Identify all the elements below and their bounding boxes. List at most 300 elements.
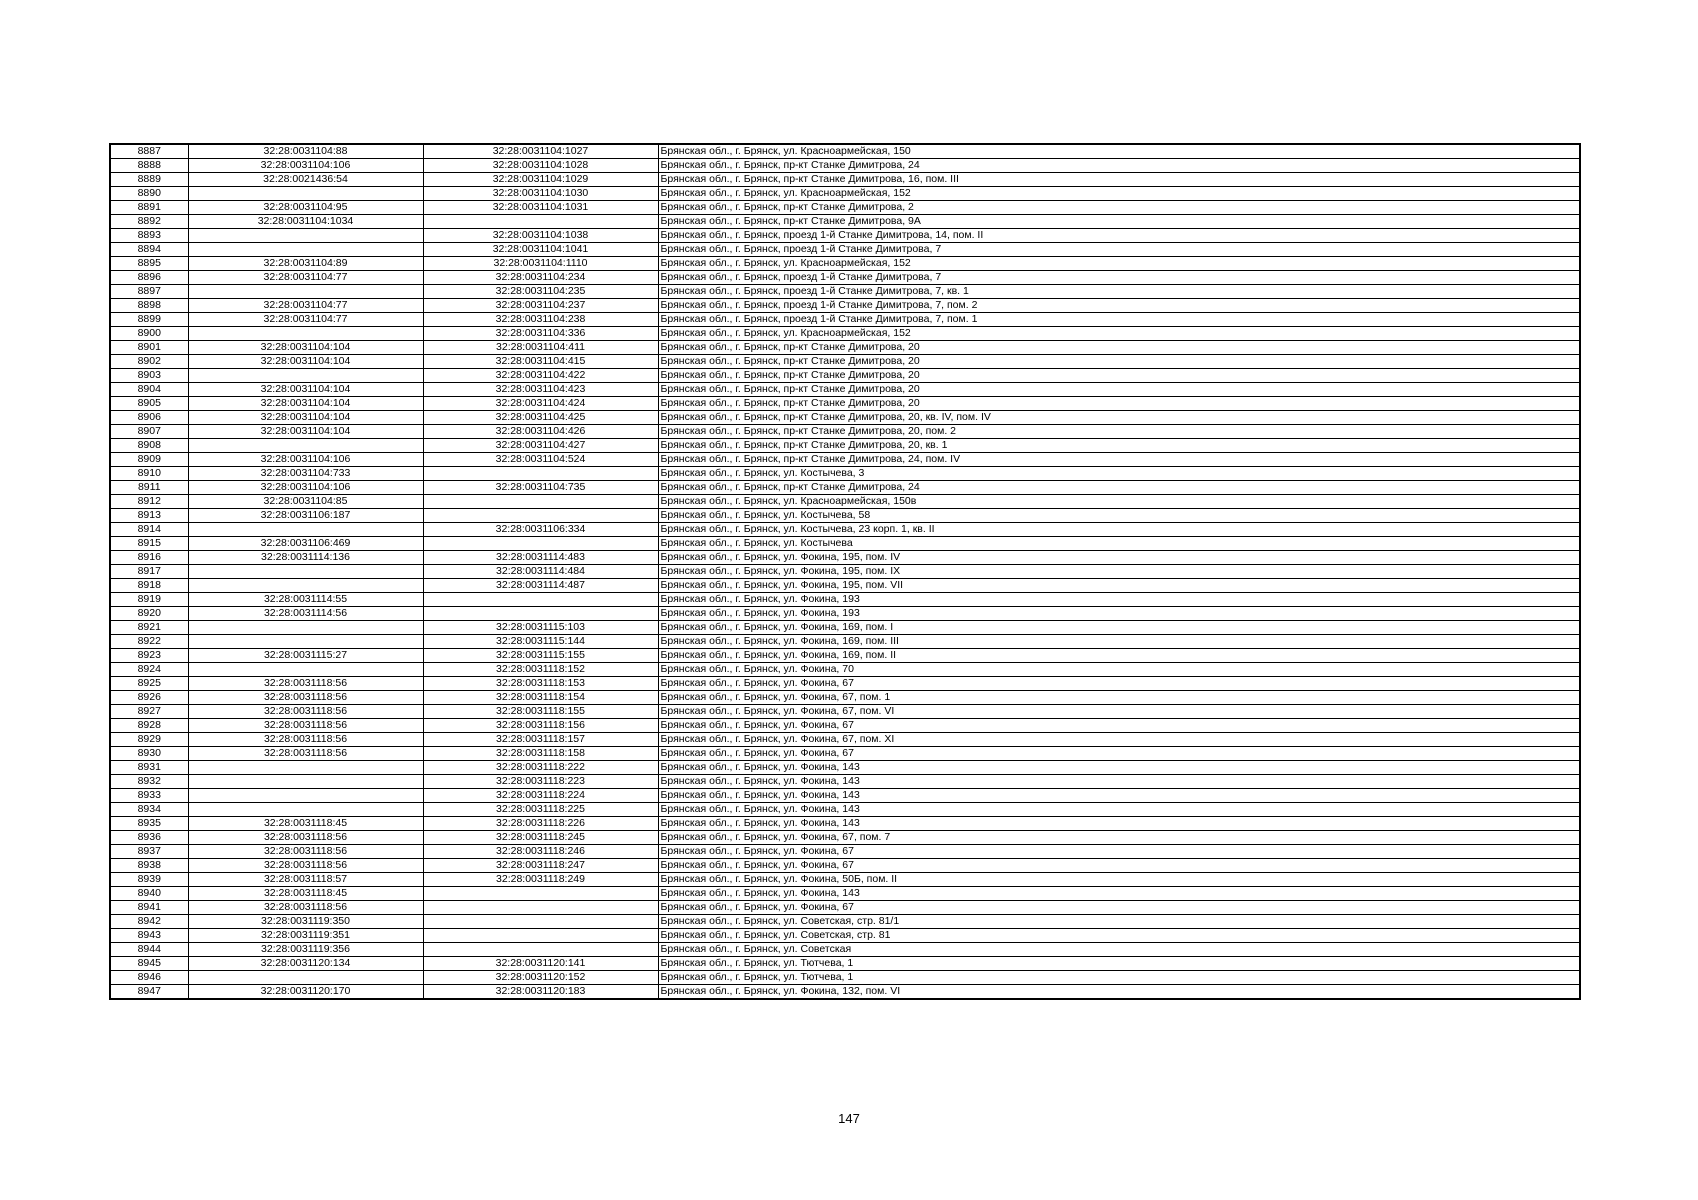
land-cadastral-number-cell <box>188 579 423 593</box>
table-row <box>110 159 1580 173</box>
address-cell: Брянская обл., г. Брянск, ул. Тютчева, 1 <box>658 971 1580 985</box>
row-number-cell: 8902 <box>110 355 188 369</box>
row-number-cell: 8937 <box>110 845 188 859</box>
object-cadastral-number-cell: 32:28:0031115:144 <box>423 635 658 649</box>
row-number-cell: 8916 <box>110 551 188 565</box>
address-cell: Брянская обл., г. Брянск, ул. Фокина, 67 <box>658 677 1580 691</box>
table-row <box>110 747 1580 761</box>
object-cadastral-number-cell: 32:28:0031120:183 <box>423 985 658 1000</box>
address-cell: Брянская обл., г. Брянск, пр-кт Станке Димитрова, 9А <box>658 215 1580 229</box>
table-row <box>110 327 1580 341</box>
land-cadastral-number-cell: 32:28:0031114:56 <box>188 607 423 621</box>
object-cadastral-number-cell: 32:28:0031120:152 <box>423 971 658 985</box>
land-cadastral-number-cell <box>188 285 423 299</box>
land-cadastral-number-cell <box>188 229 423 243</box>
row-number-cell: 8912 <box>110 495 188 509</box>
row-number-cell: 8941 <box>110 901 188 915</box>
row-number-cell: 8907 <box>110 425 188 439</box>
table-row <box>110 481 1580 495</box>
object-cadastral-number-cell: 32:28:0031118:246 <box>423 845 658 859</box>
table-row <box>110 229 1580 243</box>
table-row <box>110 355 1580 369</box>
address-cell: Брянская обл., г. Брянск, ул. Фокина, 195, пом. IX <box>658 565 1580 579</box>
address-cell: Брянская обл., г. Брянск, пр-кт Станке Димитрова, 24 <box>658 159 1580 173</box>
object-cadastral-number-cell: 32:28:0031118:224 <box>423 789 658 803</box>
object-cadastral-number-cell: 32:28:0031115:103 <box>423 621 658 635</box>
address-cell: Брянская обл., г. Брянск, ул. Красноармейская, 152 <box>658 187 1580 201</box>
row-number-cell: 8920 <box>110 607 188 621</box>
object-cadastral-number-cell: 32:28:0031114:483 <box>423 551 658 565</box>
table-row <box>110 173 1580 187</box>
address-cell: Брянская обл., г. Брянск, ул. Красноармейская, 152 <box>658 327 1580 341</box>
object-cadastral-number-cell: 32:28:0031104:426 <box>423 425 658 439</box>
land-cadastral-number-cell: 32:28:0031118:56 <box>188 733 423 747</box>
row-number-cell: 8890 <box>110 187 188 201</box>
row-number-cell: 8939 <box>110 873 188 887</box>
address-cell: Брянская обл., г. Брянск, ул. Красноармейская, 150 <box>658 144 1580 159</box>
address-cell: Брянская обл., г. Брянск, ул. Фокина, 67 <box>658 747 1580 761</box>
object-cadastral-number-cell: 32:28:0031104:1031 <box>423 201 658 215</box>
table-row <box>110 523 1580 537</box>
object-cadastral-number-cell: 32:28:0031118:247 <box>423 859 658 873</box>
row-number-cell: 8931 <box>110 761 188 775</box>
row-number-cell: 8896 <box>110 271 188 285</box>
land-cadastral-number-cell: 32:28:0031118:45 <box>188 817 423 831</box>
land-cadastral-number-cell: 32:28:0031118:56 <box>188 747 423 761</box>
table-row <box>110 901 1580 915</box>
object-cadastral-number-cell: 32:28:0031104:411 <box>423 341 658 355</box>
row-number-cell: 8894 <box>110 243 188 257</box>
row-number-cell: 8906 <box>110 411 188 425</box>
row-number-cell: 8927 <box>110 705 188 719</box>
land-cadastral-number-cell <box>188 789 423 803</box>
row-number-cell: 8891 <box>110 201 188 215</box>
table-row <box>110 215 1580 229</box>
land-cadastral-number-cell: 32:28:0031118:56 <box>188 845 423 859</box>
object-cadastral-number-cell: 32:28:0031104:427 <box>423 439 658 453</box>
table-row <box>110 341 1580 355</box>
address-cell: Брянская обл., г. Брянск, ул. Фокина, 67, пом. 1 <box>658 691 1580 705</box>
row-number-cell: 8895 <box>110 257 188 271</box>
object-cadastral-number-cell <box>423 929 658 943</box>
address-cell: Брянская обл., г. Брянск, ул. Фокина, 169, пом. I <box>658 621 1580 635</box>
table-row <box>110 761 1580 775</box>
row-number-cell: 8923 <box>110 649 188 663</box>
land-cadastral-number-cell <box>188 565 423 579</box>
row-number-cell: 8947 <box>110 985 188 1000</box>
row-number-cell: 8910 <box>110 467 188 481</box>
land-cadastral-number-cell: 32:28:0031104:104 <box>188 411 423 425</box>
object-cadastral-number-cell: 32:28:0031118:154 <box>423 691 658 705</box>
table-row <box>110 467 1580 481</box>
object-cadastral-number-cell <box>423 495 658 509</box>
address-cell: Брянская обл., г. Брянск, ул. Тютчева, 1 <box>658 957 1580 971</box>
object-cadastral-number-cell: 32:28:0031118:222 <box>423 761 658 775</box>
object-cadastral-number-cell: 32:28:0031104:1029 <box>423 173 658 187</box>
address-cell: Брянская обл., г. Брянск, пр-кт Станке Димитрова, 20 <box>658 369 1580 383</box>
land-cadastral-number-cell: 32:28:0031104:1034 <box>188 215 423 229</box>
address-cell: Брянская обл., г. Брянск, ул. Фокина, 143 <box>658 789 1580 803</box>
table-row <box>110 915 1580 929</box>
row-number-cell: 8928 <box>110 719 188 733</box>
table-row <box>110 705 1580 719</box>
table-row <box>110 635 1580 649</box>
object-cadastral-number-cell: 32:28:0031118:158 <box>423 747 658 761</box>
row-number-cell: 8893 <box>110 229 188 243</box>
row-number-cell: 8899 <box>110 313 188 327</box>
address-cell: Брянская обл., г. Брянск, проезд 1-й Станке Димитрова, 7, пом. 2 <box>658 299 1580 313</box>
land-cadastral-number-cell: 32:28:0031115:27 <box>188 649 423 663</box>
address-cell: Брянская обл., г. Брянск, ул. Фокина, 67, пом. VI <box>658 705 1580 719</box>
table-row <box>110 943 1580 957</box>
table-row <box>110 677 1580 691</box>
object-cadastral-number-cell: 32:28:0031118:153 <box>423 677 658 691</box>
address-cell: Брянская обл., г. Брянск, пр-кт Станке Димитрова, 24, пом. IV <box>658 453 1580 467</box>
table-row <box>110 537 1580 551</box>
object-cadastral-number-cell <box>423 537 658 551</box>
land-cadastral-number-cell: 32:28:0031118:45 <box>188 887 423 901</box>
land-cadastral-number-cell: 32:28:0031119:350 <box>188 915 423 929</box>
object-cadastral-number-cell: 32:28:0031104:1028 <box>423 159 658 173</box>
row-number-cell: 8943 <box>110 929 188 943</box>
table-row <box>110 425 1580 439</box>
object-cadastral-number-cell: 32:28:0031104:234 <box>423 271 658 285</box>
table-row <box>110 285 1580 299</box>
address-cell: Брянская обл., г. Брянск, ул. Костычева <box>658 537 1580 551</box>
row-number-cell: 8924 <box>110 663 188 677</box>
table-row <box>110 775 1580 789</box>
object-cadastral-number-cell <box>423 943 658 957</box>
address-cell: Брянская обл., г. Брянск, ул. Советская, стр. 81 <box>658 929 1580 943</box>
address-cell: Брянская обл., г. Брянск, пр-кт Станке Димитрова, 20, пом. 2 <box>658 425 1580 439</box>
land-cadastral-number-cell <box>188 439 423 453</box>
object-cadastral-number-cell <box>423 593 658 607</box>
land-cadastral-number-cell: 32:28:0031104:88 <box>188 144 423 159</box>
address-cell: Брянская обл., г. Брянск, пр-кт Станке Димитрова, 20, кв. 1 <box>658 439 1580 453</box>
land-cadastral-number-cell: 32:28:0031118:56 <box>188 859 423 873</box>
object-cadastral-number-cell <box>423 607 658 621</box>
table-row <box>110 411 1580 425</box>
land-cadastral-number-cell: 32:28:0031120:134 <box>188 957 423 971</box>
row-number-cell: 8897 <box>110 285 188 299</box>
land-cadastral-number-cell <box>188 663 423 677</box>
row-number-cell: 8908 <box>110 439 188 453</box>
address-cell: Брянская обл., г. Брянск, проезд 1-й Станке Димитрова, 14, пом. II <box>658 229 1580 243</box>
object-cadastral-number-cell: 32:28:0031118:225 <box>423 803 658 817</box>
land-cadastral-number-cell: 32:28:0031118:56 <box>188 677 423 691</box>
object-cadastral-number-cell: 32:28:0031118:155 <box>423 705 658 719</box>
object-cadastral-number-cell: 32:28:0031104:425 <box>423 411 658 425</box>
land-cadastral-number-cell <box>188 761 423 775</box>
land-cadastral-number-cell: 32:28:0031104:104 <box>188 355 423 369</box>
address-cell: Брянская обл., г. Брянск, ул. Фокина, 70 <box>658 663 1580 677</box>
table-row <box>110 859 1580 873</box>
land-cadastral-number-cell <box>188 775 423 789</box>
address-cell: Брянская обл., г. Брянск, ул. Фокина, 143 <box>658 817 1580 831</box>
row-number-cell: 8913 <box>110 509 188 523</box>
land-cadastral-number-cell: 32:28:0031104:77 <box>188 313 423 327</box>
registry-table-body <box>110 144 1580 999</box>
land-cadastral-number-cell: 32:28:0031104:106 <box>188 159 423 173</box>
table-row <box>110 803 1580 817</box>
row-number-cell: 8934 <box>110 803 188 817</box>
table-row <box>110 971 1580 985</box>
row-number-cell: 8919 <box>110 593 188 607</box>
object-cadastral-number-cell: 32:28:0031104:422 <box>423 369 658 383</box>
land-cadastral-number-cell: 32:28:0021436:54 <box>188 173 423 187</box>
row-number-cell: 8887 <box>110 144 188 159</box>
object-cadastral-number-cell <box>423 887 658 901</box>
address-cell: Брянская обл., г. Брянск, ул. Костычева, 3 <box>658 467 1580 481</box>
land-cadastral-number-cell <box>188 621 423 635</box>
address-cell: Брянская обл., г. Брянск, ул. Фокина, 143 <box>658 761 1580 775</box>
address-cell: Брянская обл., г. Брянск, ул. Фокина, 195, пом. IV <box>658 551 1580 565</box>
address-cell: Брянская обл., г. Брянск, пр-кт Станке Димитрова, 20 <box>658 383 1580 397</box>
object-cadastral-number-cell: 32:28:0031104:1041 <box>423 243 658 257</box>
row-number-cell: 8940 <box>110 887 188 901</box>
object-cadastral-number-cell: 32:28:0031104:235 <box>423 285 658 299</box>
row-number-cell: 8888 <box>110 159 188 173</box>
land-cadastral-number-cell: 32:28:0031104:733 <box>188 467 423 481</box>
row-number-cell: 8915 <box>110 537 188 551</box>
address-cell: Брянская обл., г. Брянск, ул. Костычева, 58 <box>658 509 1580 523</box>
address-cell: Брянская обл., г. Брянск, ул. Фокина, 67, пом. 7 <box>658 831 1580 845</box>
registry-table <box>109 143 1581 1000</box>
address-cell: Брянская обл., г. Брянск, ул. Фокина, 67 <box>658 845 1580 859</box>
address-cell: Брянская обл., г. Брянск, пр-кт Станке Димитрова, 20 <box>658 397 1580 411</box>
table-row <box>110 733 1580 747</box>
table-row <box>110 579 1580 593</box>
land-cadastral-number-cell: 32:28:0031118:57 <box>188 873 423 887</box>
object-cadastral-number-cell: 32:28:0031118:245 <box>423 831 658 845</box>
row-number-cell: 8930 <box>110 747 188 761</box>
object-cadastral-number-cell: 32:28:0031114:487 <box>423 579 658 593</box>
object-cadastral-number-cell: 32:28:0031106:334 <box>423 523 658 537</box>
table-row <box>110 397 1580 411</box>
object-cadastral-number-cell: 32:28:0031118:156 <box>423 719 658 733</box>
row-number-cell: 8901 <box>110 341 188 355</box>
land-cadastral-number-cell: 32:28:0031104:104 <box>188 397 423 411</box>
address-cell: Брянская обл., г. Брянск, ул. Костычева, 23 корп. 1, кв. II <box>658 523 1580 537</box>
land-cadastral-number-cell <box>188 369 423 383</box>
land-cadastral-number-cell: 32:28:0031119:356 <box>188 943 423 957</box>
row-number-cell: 8935 <box>110 817 188 831</box>
land-cadastral-number-cell: 32:28:0031104:106 <box>188 453 423 467</box>
land-cadastral-number-cell: 32:28:0031104:104 <box>188 425 423 439</box>
table-row <box>110 187 1580 201</box>
land-cadastral-number-cell: 32:28:0031106:469 <box>188 537 423 551</box>
address-cell: Брянская обл., г. Брянск, ул. Фокина, 67 <box>658 901 1580 915</box>
table-row <box>110 369 1580 383</box>
row-number-cell: 8925 <box>110 677 188 691</box>
row-number-cell: 8945 <box>110 957 188 971</box>
table-row <box>110 691 1580 705</box>
land-cadastral-number-cell: 32:28:0031104:106 <box>188 481 423 495</box>
row-number-cell: 8921 <box>110 621 188 635</box>
object-cadastral-number-cell: 32:28:0031104:524 <box>423 453 658 467</box>
table-row <box>110 873 1580 887</box>
table-row <box>110 551 1580 565</box>
land-cadastral-number-cell <box>188 635 423 649</box>
address-cell: Брянская обл., г. Брянск, ул. Фокина, 143 <box>658 775 1580 789</box>
row-number-cell: 8892 <box>110 215 188 229</box>
object-cadastral-number-cell: 32:28:0031115:155 <box>423 649 658 663</box>
address-cell: Брянская обл., г. Брянск, проезд 1-й Станке Димитрова, 7, кв. 1 <box>658 285 1580 299</box>
address-cell: Брянская обл., г. Брянск, ул. Фокина, 67, пом. XI <box>658 733 1580 747</box>
address-cell: Брянская обл., г. Брянск, ул. Фокина, 143 <box>658 803 1580 817</box>
table-row <box>110 607 1580 621</box>
address-cell: Брянская обл., г. Брянск, ул. Красноармейская, 150в <box>658 495 1580 509</box>
land-cadastral-number-cell: 32:28:0031118:56 <box>188 705 423 719</box>
row-number-cell: 8946 <box>110 971 188 985</box>
row-number-cell: 8905 <box>110 397 188 411</box>
table-row <box>110 453 1580 467</box>
address-cell: Брянская обл., г. Брянск, ул. Фокина, 50Б, пом. II <box>658 873 1580 887</box>
row-number-cell: 8900 <box>110 327 188 341</box>
row-number-cell: 8918 <box>110 579 188 593</box>
address-cell: Брянская обл., г. Брянск, ул. Фокина, 169, пом. III <box>658 635 1580 649</box>
land-cadastral-number-cell: 32:28:0031114:55 <box>188 593 423 607</box>
land-cadastral-number-cell: 32:28:0031118:56 <box>188 901 423 915</box>
table-row <box>110 271 1580 285</box>
address-cell: Брянская обл., г. Брянск, пр-кт Станке Димитрова, 2 <box>658 201 1580 215</box>
land-cadastral-number-cell <box>188 803 423 817</box>
address-cell: Брянская обл., г. Брянск, ул. Красноармейская, 152 <box>658 257 1580 271</box>
land-cadastral-number-cell: 32:28:0031104:104 <box>188 383 423 397</box>
row-number-cell: 8898 <box>110 299 188 313</box>
address-cell: Брянская обл., г. Брянск, проезд 1-й Станке Димитрова, 7, пом. 1 <box>658 313 1580 327</box>
table-row <box>110 313 1580 327</box>
table-row <box>110 789 1580 803</box>
object-cadastral-number-cell: 32:28:0031120:141 <box>423 957 658 971</box>
land-cadastral-number-cell <box>188 243 423 257</box>
table-row <box>110 985 1580 1000</box>
table-row <box>110 929 1580 943</box>
table-row <box>110 663 1580 677</box>
land-cadastral-number-cell: 32:28:0031118:56 <box>188 831 423 845</box>
address-cell: Брянская обл., г. Брянск, пр-кт Станке Димитрова, 16, пом. III <box>658 173 1580 187</box>
address-cell: Брянская обл., г. Брянск, ул. Фокина, 132, пом. VI <box>658 985 1580 1000</box>
address-cell: Брянская обл., г. Брянск, ул. Фокина, 193 <box>658 593 1580 607</box>
land-cadastral-number-cell: 32:28:0031104:89 <box>188 257 423 271</box>
address-cell: Брянская обл., г. Брянск, ул. Фокина, 143 <box>658 887 1580 901</box>
row-number-cell: 8938 <box>110 859 188 873</box>
object-cadastral-number-cell: 32:28:0031118:223 <box>423 775 658 789</box>
address-cell: Брянская обл., г. Брянск, пр-кт Станке Димитрова, 24 <box>658 481 1580 495</box>
land-cadastral-number-cell: 32:28:0031104:95 <box>188 201 423 215</box>
row-number-cell: 8942 <box>110 915 188 929</box>
object-cadastral-number-cell: 32:28:0031104:415 <box>423 355 658 369</box>
object-cadastral-number-cell <box>423 509 658 523</box>
row-number-cell: 8929 <box>110 733 188 747</box>
object-cadastral-number-cell <box>423 915 658 929</box>
land-cadastral-number-cell <box>188 523 423 537</box>
address-cell: Брянская обл., г. Брянск, ул. Фокина, 67 <box>658 859 1580 873</box>
row-number-cell: 8917 <box>110 565 188 579</box>
land-cadastral-number-cell: 32:28:0031104:77 <box>188 299 423 313</box>
table-row <box>110 957 1580 971</box>
object-cadastral-number-cell: 32:28:0031104:424 <box>423 397 658 411</box>
address-cell: Брянская обл., г. Брянск, пр-кт Станке Димитрова, 20 <box>658 355 1580 369</box>
table-row <box>110 845 1580 859</box>
table-row <box>110 243 1580 257</box>
table-row <box>110 509 1580 523</box>
table-row <box>110 383 1580 397</box>
object-cadastral-number-cell: 32:28:0031104:336 <box>423 327 658 341</box>
object-cadastral-number-cell: 32:28:0031118:157 <box>423 733 658 747</box>
row-number-cell: 8911 <box>110 481 188 495</box>
land-cadastral-number-cell <box>188 187 423 201</box>
land-cadastral-number-cell: 32:28:0031118:56 <box>188 691 423 705</box>
object-cadastral-number-cell: 32:28:0031114:484 <box>423 565 658 579</box>
row-number-cell: 8932 <box>110 775 188 789</box>
table-row <box>110 257 1580 271</box>
row-number-cell: 8922 <box>110 635 188 649</box>
row-number-cell: 8903 <box>110 369 188 383</box>
table-row <box>110 144 1580 159</box>
land-cadastral-number-cell: 32:28:0031104:77 <box>188 271 423 285</box>
table-row <box>110 649 1580 663</box>
table-row <box>110 593 1580 607</box>
object-cadastral-number-cell: 32:28:0031118:152 <box>423 663 658 677</box>
object-cadastral-number-cell: 32:28:0031118:226 <box>423 817 658 831</box>
land-cadastral-number-cell: 32:28:0031104:104 <box>188 341 423 355</box>
address-cell: Брянская обл., г. Брянск, пр-кт Станке Димитрова, 20 <box>658 341 1580 355</box>
row-number-cell: 8914 <box>110 523 188 537</box>
address-cell: Брянская обл., г. Брянск, ул. Советская <box>658 943 1580 957</box>
object-cadastral-number-cell: 32:28:0031104:238 <box>423 313 658 327</box>
address-cell: Брянская обл., г. Брянск, ул. Фокина, 169, пом. II <box>658 649 1580 663</box>
address-cell: Брянская обл., г. Брянск, ул. Фокина, 67 <box>658 719 1580 733</box>
object-cadastral-number-cell: 32:28:0031104:735 <box>423 481 658 495</box>
land-cadastral-number-cell: 32:28:0031119:351 <box>188 929 423 943</box>
row-number-cell: 8926 <box>110 691 188 705</box>
table-row <box>110 299 1580 313</box>
land-cadastral-number-cell: 32:28:0031118:56 <box>188 719 423 733</box>
row-number-cell: 8904 <box>110 383 188 397</box>
address-cell: Брянская обл., г. Брянск, проезд 1-й Станке Димитрова, 7 <box>658 243 1580 257</box>
land-cadastral-number-cell: 32:28:0031106:187 <box>188 509 423 523</box>
table-row <box>110 831 1580 845</box>
row-number-cell: 8889 <box>110 173 188 187</box>
table-row <box>110 495 1580 509</box>
address-cell: Брянская обл., г. Брянск, ул. Советская, стр. 81/1 <box>658 915 1580 929</box>
object-cadastral-number-cell <box>423 215 658 229</box>
address-cell: Брянская обл., г. Брянск, проезд 1-й Станке Димитрова, 7 <box>658 271 1580 285</box>
object-cadastral-number-cell <box>423 467 658 481</box>
table-row <box>110 621 1580 635</box>
table-row <box>110 817 1580 831</box>
row-number-cell: 8909 <box>110 453 188 467</box>
row-number-cell: 8933 <box>110 789 188 803</box>
object-cadastral-number-cell: 32:28:0031104:1038 <box>423 229 658 243</box>
table-row <box>110 887 1580 901</box>
table-row <box>110 201 1580 215</box>
table-row <box>110 719 1580 733</box>
land-cadastral-number-cell <box>188 327 423 341</box>
object-cadastral-number-cell: 32:28:0031104:1027 <box>423 144 658 159</box>
object-cadastral-number-cell: 32:28:0031104:1030 <box>423 187 658 201</box>
object-cadastral-number-cell: 32:28:0031104:423 <box>423 383 658 397</box>
row-number-cell: 8944 <box>110 943 188 957</box>
land-cadastral-number-cell: 32:28:0031114:136 <box>188 551 423 565</box>
table-row <box>110 439 1580 453</box>
object-cadastral-number-cell: 32:28:0031104:237 <box>423 299 658 313</box>
land-cadastral-number-cell: 32:28:0031104:85 <box>188 495 423 509</box>
page-number: 147 <box>838 1111 860 1126</box>
address-cell: Брянская обл., г. Брянск, ул. Фокина, 193 <box>658 607 1580 621</box>
address-cell: Брянская обл., г. Брянск, ул. Фокина, 195, пом. VII <box>658 579 1580 593</box>
